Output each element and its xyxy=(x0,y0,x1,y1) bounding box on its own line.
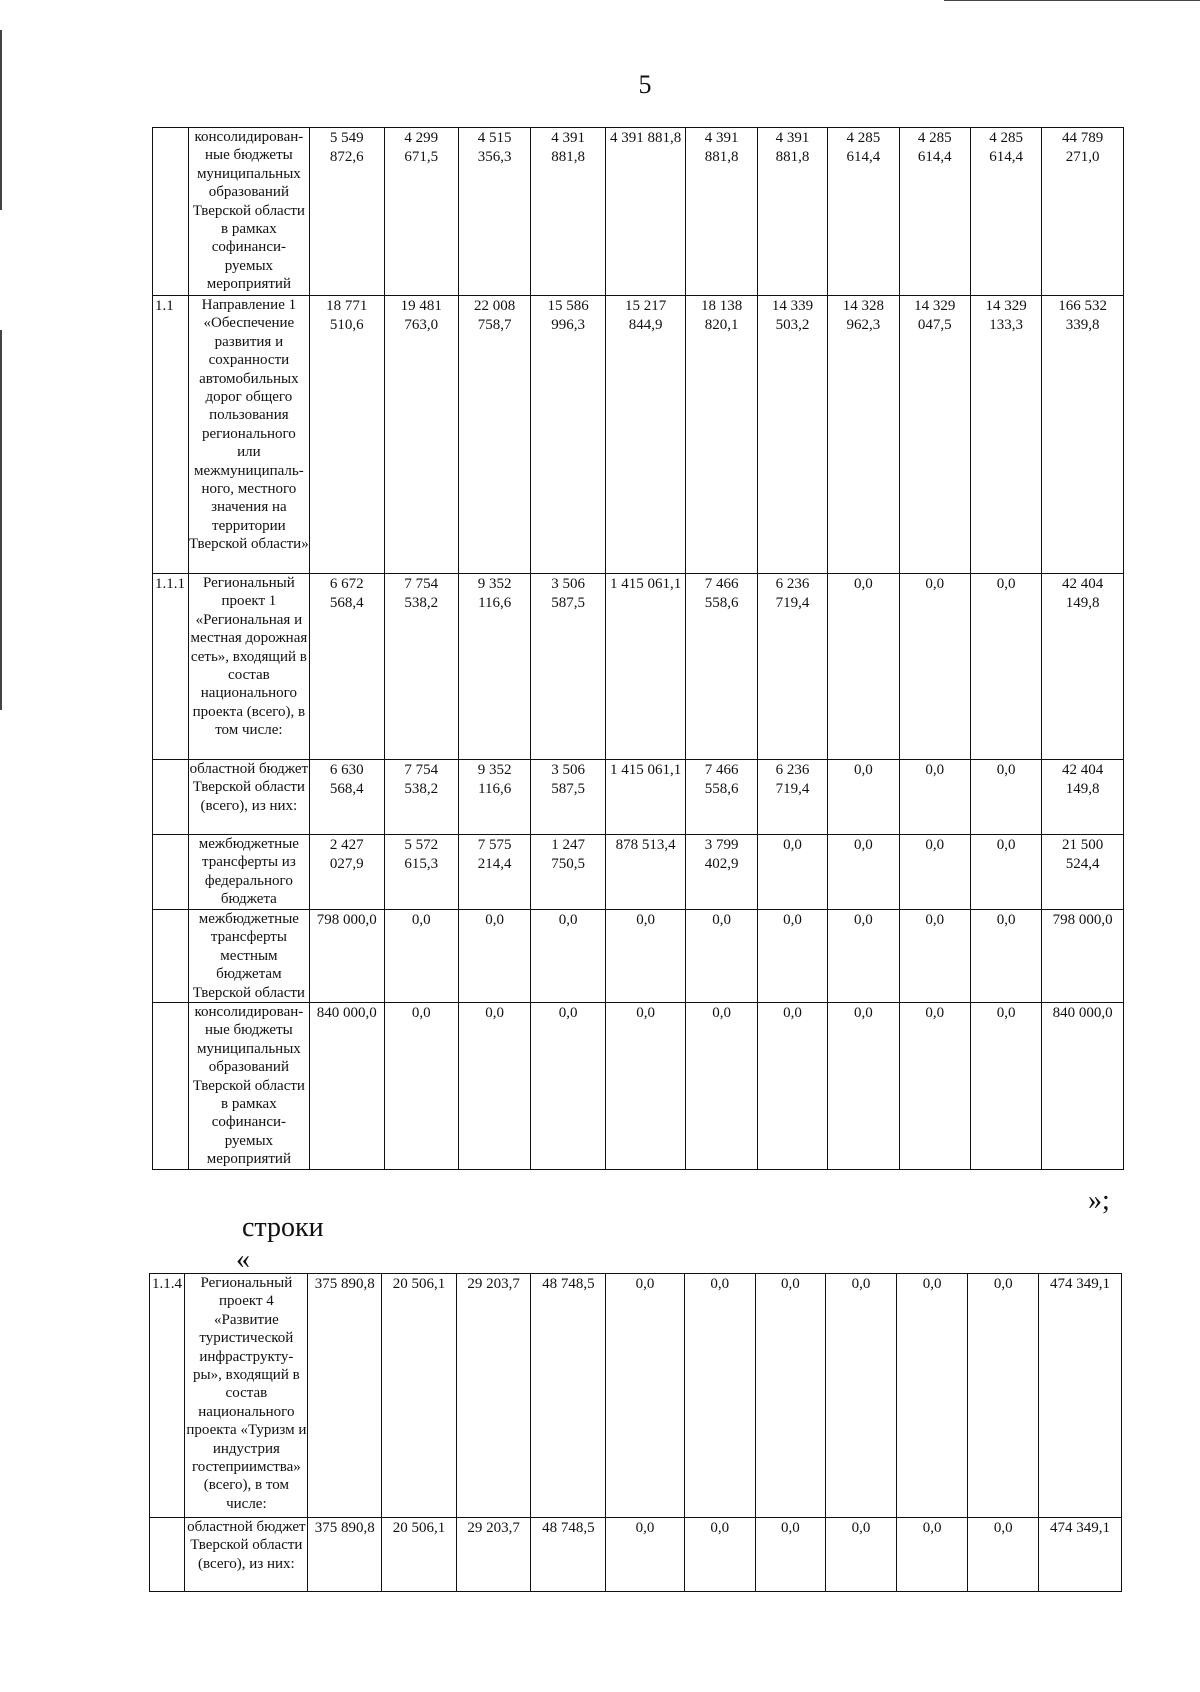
value-cell: 2 427 027,9 xyxy=(310,835,384,910)
row-name: межбюджетные трансферты из федерального бюджета xyxy=(188,835,309,910)
value-cell: 0,0 xyxy=(684,1518,755,1592)
value-cell: 15 217 844,9 xyxy=(605,296,686,574)
value-cell: 0,0 xyxy=(970,835,1041,910)
row-name: Региональный проект 1 «Региональная и местная дорожная сеть», входящий в состав национального проекта (всего), в том числе: xyxy=(188,574,309,760)
value-cell: 840 000,0 xyxy=(310,1003,384,1170)
table-row xyxy=(153,128,1124,296)
table-row xyxy=(153,1003,1124,1170)
value-cell: 14 329 133,3 xyxy=(970,296,1041,574)
value-cell: 0,0 xyxy=(970,574,1041,760)
value-cell: 0,0 xyxy=(755,1274,826,1518)
value-cell: 0,0 xyxy=(899,1003,970,1170)
value-cell: 0,0 xyxy=(606,1518,685,1592)
value-cell: 1 247 750,5 xyxy=(531,835,605,910)
row-name: Направление 1 «Обеспечение развития и сохранности автомобильных дорог общего пользования регионального или межмуниципаль-ного, местного значения на территории Тверской области» xyxy=(188,296,309,574)
row-name: областной бюджет Тверской области (всего), из них: xyxy=(185,1518,308,1592)
value-cell: 0,0 xyxy=(970,910,1041,1003)
value-cell: 0,0 xyxy=(970,760,1041,835)
value-cell: 6 236 719,4 xyxy=(757,760,827,835)
value-cell: 0,0 xyxy=(828,574,899,760)
value-cell: 0,0 xyxy=(826,1274,897,1518)
value-cell: 18 138 820,1 xyxy=(686,296,757,574)
row-code xyxy=(153,835,189,910)
value-cell: 42 404 149,8 xyxy=(1042,760,1124,835)
value-cell: 0,0 xyxy=(384,1003,458,1170)
value-cell: 0,0 xyxy=(531,910,605,1003)
value-cell: 29 203,7 xyxy=(456,1518,531,1592)
value-cell: 878 513,4 xyxy=(605,835,686,910)
value-cell: 21 500 524,4 xyxy=(1042,835,1124,910)
row-name: межбюджетные трансферты местным бюджетам Тверской области xyxy=(188,910,309,1003)
value-cell: 7 466 558,6 xyxy=(686,574,757,760)
row-name: областной бюджет Тверской области (всего), из них: xyxy=(188,760,309,835)
row-name: консолидирован-ные бюджеты муниципальных образований Тверской области в рамках софинанси-руемых мероприятий xyxy=(188,128,309,296)
value-cell: 22 008 758,7 xyxy=(458,296,530,574)
value-cell: 14 339 503,2 xyxy=(757,296,827,574)
value-cell: 0,0 xyxy=(899,760,970,835)
value-cell: 0,0 xyxy=(458,1003,530,1170)
scan-edge-mark xyxy=(944,0,1200,1)
table-row xyxy=(153,835,1124,910)
value-cell: 0,0 xyxy=(828,910,899,1003)
value-cell: 0,0 xyxy=(899,835,970,910)
value-cell: 798 000,0 xyxy=(310,910,384,1003)
value-cell: 4 299 671,5 xyxy=(384,128,458,296)
value-cell: 0,0 xyxy=(970,1003,1041,1170)
value-cell: 29 203,7 xyxy=(456,1274,531,1518)
value-cell: 15 586 996,3 xyxy=(531,296,605,574)
budget-table-top xyxy=(152,127,1124,1170)
value-cell: 0,0 xyxy=(828,1003,899,1170)
row-code xyxy=(153,760,189,835)
value-cell: 4 391 881,8 xyxy=(605,128,686,296)
value-cell: 4 391 881,8 xyxy=(686,128,757,296)
value-cell: 840 000,0 xyxy=(1042,1003,1124,1170)
value-cell: 0,0 xyxy=(686,1003,757,1170)
table-row xyxy=(150,1274,1122,1518)
value-cell: 6 630 568,4 xyxy=(310,760,384,835)
value-cell: 0,0 xyxy=(755,1518,826,1592)
value-cell: 48 748,5 xyxy=(531,1518,606,1592)
value-cell: 0,0 xyxy=(896,1274,968,1518)
table-row xyxy=(153,574,1124,760)
value-cell: 1 415 061,1 xyxy=(605,574,686,760)
row-code xyxy=(150,1518,185,1592)
value-cell: 9 352 116,6 xyxy=(458,760,530,835)
value-cell: 19 481 763,0 xyxy=(384,296,458,574)
value-cell: 0,0 xyxy=(896,1518,968,1592)
value-cell: 0,0 xyxy=(828,760,899,835)
value-cell: 3 506 587,5 xyxy=(531,574,605,760)
rows-label: строки xyxy=(242,1212,324,1243)
value-cell: 7 466 558,6 xyxy=(686,760,757,835)
value-cell: 4 391 881,8 xyxy=(757,128,827,296)
value-cell: 0,0 xyxy=(828,835,899,910)
value-cell: 0,0 xyxy=(605,910,686,1003)
opening-quote: « xyxy=(236,1244,250,1275)
table-row xyxy=(153,296,1124,574)
row-name: Региональный проект 4 «Развитие туристической инфраструкту-ры», входящий в состав национального проекта «Туризм и индустрия гостеприимства» (всего), в том числе: xyxy=(185,1274,308,1518)
value-cell: 9 352 116,6 xyxy=(458,574,530,760)
value-cell: 5 549 872,6 xyxy=(310,128,384,296)
value-cell: 0,0 xyxy=(684,1274,755,1518)
value-cell: 6 672 568,4 xyxy=(310,574,384,760)
value-cell: 798 000,0 xyxy=(1042,910,1124,1003)
table-row xyxy=(150,1518,1122,1592)
row-name: консолидирован-ные бюджеты муниципальных образований Тверской области в рамках софинанси-руемых мероприятий xyxy=(188,1003,309,1170)
value-cell: 4 285 614,4 xyxy=(828,128,899,296)
value-cell: 0,0 xyxy=(826,1518,897,1592)
row-code xyxy=(153,910,189,1003)
value-cell: 0,0 xyxy=(605,1003,686,1170)
closing-quote: »; xyxy=(1088,1185,1110,1216)
value-cell: 0,0 xyxy=(686,910,757,1003)
value-cell: 42 404 149,8 xyxy=(1042,574,1124,760)
value-cell: 3 799 402,9 xyxy=(686,835,757,910)
value-cell: 0,0 xyxy=(968,1518,1039,1592)
value-cell: 48 748,5 xyxy=(531,1274,606,1518)
value-cell: 4 515 356,3 xyxy=(458,128,530,296)
value-cell: 14 328 962,3 xyxy=(828,296,899,574)
value-cell: 0,0 xyxy=(384,910,458,1003)
value-cell: 3 506 587,5 xyxy=(531,760,605,835)
value-cell: 6 236 719,4 xyxy=(757,574,827,760)
value-cell: 4 285 614,4 xyxy=(970,128,1041,296)
value-cell: 0,0 xyxy=(757,910,827,1003)
value-cell: 20 506,1 xyxy=(382,1518,457,1592)
value-cell: 375 890,8 xyxy=(308,1518,382,1592)
budget-table-bottom xyxy=(149,1273,1122,1592)
page-number: 5 xyxy=(638,70,652,99)
value-cell: 7 575 214,4 xyxy=(458,835,530,910)
value-cell: 0,0 xyxy=(757,835,827,910)
table-row xyxy=(153,910,1124,1003)
value-cell: 474 349,1 xyxy=(1039,1274,1122,1518)
value-cell: 0,0 xyxy=(531,1003,605,1170)
value-cell: 0,0 xyxy=(757,1003,827,1170)
value-cell: 7 754 538,2 xyxy=(384,574,458,760)
row-code: 1.1.1 xyxy=(153,574,189,760)
row-code xyxy=(153,1003,189,1170)
value-cell: 1 415 061,1 xyxy=(605,760,686,835)
row-code: 1.1.4 xyxy=(150,1274,185,1518)
scan-edge-mark xyxy=(0,30,2,210)
value-cell: 0,0 xyxy=(458,910,530,1003)
value-cell: 375 890,8 xyxy=(308,1274,382,1518)
value-cell: 18 771 510,6 xyxy=(310,296,384,574)
value-cell: 7 754 538,2 xyxy=(384,760,458,835)
value-cell: 0,0 xyxy=(899,574,970,760)
row-code: 1.1 xyxy=(153,296,189,574)
value-cell: 44 789 271,0 xyxy=(1042,128,1124,296)
value-cell: 474 349,1 xyxy=(1039,1518,1122,1592)
table-row xyxy=(153,760,1124,835)
value-cell: 0,0 xyxy=(899,910,970,1003)
value-cell: 4 391 881,8 xyxy=(531,128,605,296)
value-cell: 4 285 614,4 xyxy=(899,128,970,296)
value-cell: 0,0 xyxy=(606,1274,685,1518)
row-code xyxy=(153,128,189,296)
value-cell: 0,0 xyxy=(968,1274,1039,1518)
value-cell: 166 532 339,8 xyxy=(1042,296,1124,574)
value-cell: 5 572 615,3 xyxy=(384,835,458,910)
value-cell: 14 329 047,5 xyxy=(899,296,970,574)
scan-edge-mark xyxy=(0,330,2,710)
value-cell: 20 506,1 xyxy=(382,1274,457,1518)
